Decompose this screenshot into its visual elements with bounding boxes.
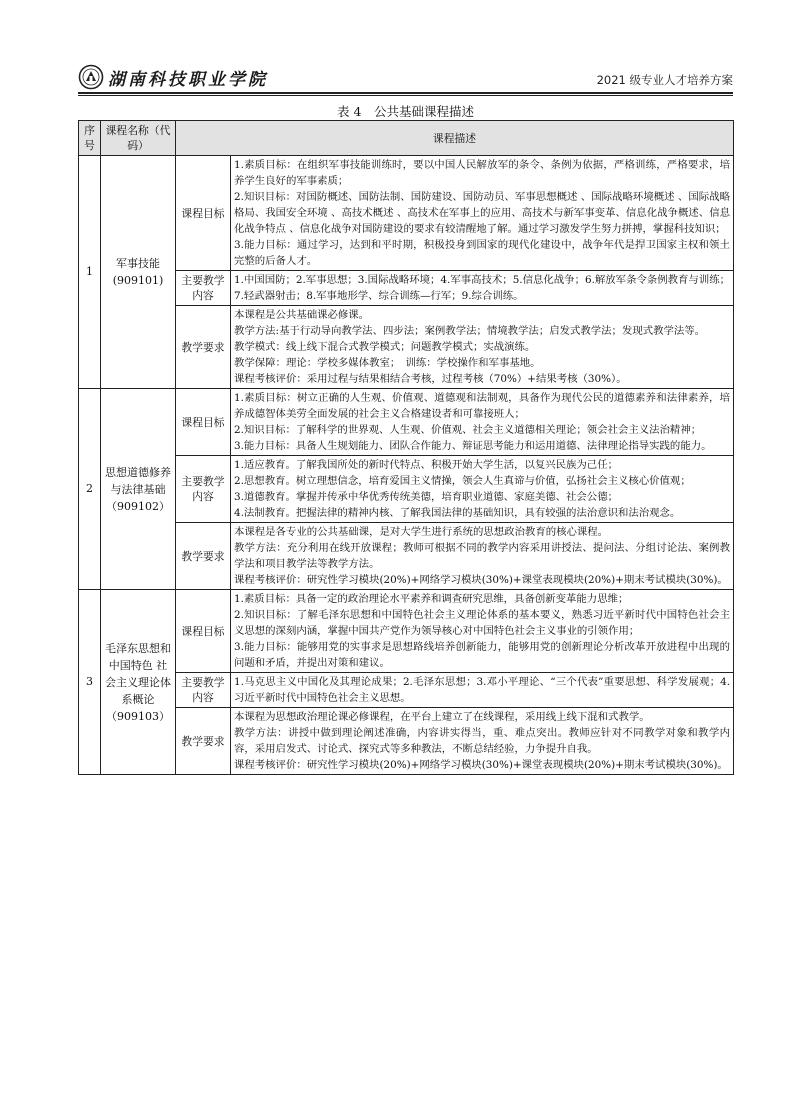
desc-line: 课程考核评价：研究性学习模块(20%)+网络学习模块(30%)+课堂表现模块(20%)+期末考试模块(30%)。 [234, 574, 728, 586]
course-name-cell [101, 156, 176, 389]
section-content [231, 673, 734, 708]
section-label: 教学要求 [176, 708, 231, 775]
section-content [231, 708, 734, 775]
desc-line: 1.中国国防；2.军事思想；3.国际战略环境；4.军事高技术；5.信息化战争；6.解放军条令条例教育与训练；7.轻武器射击；8.军事地形学、综合训练—行军；9.综合训练。 [234, 274, 730, 302]
header-no: 序号 [79, 121, 101, 156]
desc-line: 1.素质目标：树立正确的人生观、价值观、道德观和法制观，具备作为现代公民的道德素养和法律素养，培养成德智体美劳全面发展的社会主义合格建设者和可靠接班人； [234, 392, 730, 420]
course-name: 毛泽东思想和中国特色 社会主义理论体系概论 [105, 641, 171, 706]
desc-line: 3.能力目标：具备人生规划能力、团队合作能力、辩证思考能力和运用道德、法律理论指导实践的能力。 [234, 440, 712, 452]
table-row [79, 673, 734, 708]
school-name: 湖南科技职业学院 [108, 69, 268, 90]
desc-line: 2.知识目标：了解科学的世界观、人生观、价值观、社会主义道德相关理论；领会社会主义法治精神； [234, 424, 702, 436]
desc-line: 3.能力目标：通过学习，达到和平时期，积极投身到国家的现代化建设中，战争年代是捍卫国家主权和领土完整的后备人才。 [234, 239, 730, 267]
desc-line: 2.知识目标：对国防概述、国防法制、国防建设、国防动员、军事思想概述 、国际战略环境概述 、国际战略格局、我国安全环境 、高技术概述 、高技术在军事上的应用、高技术与新军事变革、信息化战争概述、信息化战争特点 、信息化战争对国防建设的要求有较清醒地了解。通过学习激发学生努力拼搏，掌握科技知识； [234, 191, 730, 235]
desc-line: 3.能力目标：能够用党的实事求是思想路线培养创新能力，能够用党的创新理论分析改革开放进程中出现的问题和矛盾，并提出对策和建议。 [234, 641, 730, 669]
desc-line: 4.法制教育。把握法律的精神内核、了解我国法律的基础知识，具有较强的法治意识和法治观念。 [234, 507, 681, 519]
section-label: 主要教学内容 [176, 673, 231, 708]
course-code: (909101) [112, 274, 164, 287]
header-description: 课程描述 [176, 121, 734, 156]
table-row [79, 271, 734, 306]
desc-line: 2.知识目标：了解毛泽东思想和中国特色社会主义理论体系的基本要义，熟悉习近平新时代中国特色社会主义思想的深刻内涵，掌握中国共产党作为领导核心对中国特色社会主义事业的引领作用； [234, 609, 730, 637]
section-label: 课程目标 [176, 389, 231, 456]
desc-line: 教学模式：线上线下混合式教学模式；问题教学模式；实战演练。 [234, 341, 536, 353]
table-row [79, 590, 734, 673]
table-row [79, 456, 734, 523]
table-row [79, 523, 734, 590]
course-name: 思想道德修养与法律基础 [105, 465, 171, 496]
table-row [79, 306, 734, 389]
course-name: 军事技能 [116, 257, 160, 270]
desc-line: 本课程为思想政治理论课必修课程，在平台上建立了在线课程，采用线上线下混和式教学。 [234, 711, 650, 723]
desc-line: 教学方法:基于行动导向教学法、四步法；案例教学法；情境教学法；启发式教学法；发现式教学法等。 [234, 325, 706, 337]
section-content [231, 271, 734, 306]
desc-line: 2.思想教育。树立理想信念，培育爱国主义情操，领会人生真谛与价值，弘扬社会主义核心价值观； [234, 475, 691, 487]
section-label: 教学要求 [176, 523, 231, 590]
table-title: 表 4 公共基础课程描述 [337, 104, 474, 119]
table-header-row [79, 121, 734, 156]
section-label: 主要教学内容 [176, 271, 231, 306]
desc-line: 3.道德教育。掌握并传承中华优秀传统美德，培育职业道德、家庭美德、社会公德； [234, 491, 618, 503]
course-name-cell [101, 389, 176, 590]
school-logo [78, 64, 268, 90]
header-rule-thin [78, 95, 733, 96]
table-row [79, 156, 734, 271]
course-code: （909103） [106, 709, 170, 723]
section-label: 课程目标 [176, 156, 231, 271]
plan-title: 2021 级专业人才培养方案 [596, 73, 733, 87]
desc-line: 课程考核评价：采用过程与结果相结合考核，过程考核（70%）+结果考核（30%）。 [234, 373, 627, 385]
desc-line: 本课程是各专业的公共基础课，是对大学生进行系统的思想政治教育的核心课程。 [234, 526, 609, 538]
desc-line: 课程考核评价：研究性学习模块(20%)+网络学习模块(30%)+课堂表现模块(20%)+期末考试模块(30%)。 [234, 759, 728, 771]
section-label: 课程目标 [176, 590, 231, 673]
section-label: 主要教学内容 [176, 456, 231, 523]
desc-line: 1.适应教育。了解我国所处的新时代特点、积极开始大学生活，以复兴民族为己任； [234, 459, 618, 471]
section-content [231, 523, 734, 590]
section-content [231, 306, 734, 389]
section-content [231, 156, 734, 271]
desc-line: 1.素质目标：具备一定的政治理论水平素养和调查研究思维，具备创新变革能力思维； [234, 593, 629, 605]
section-content [231, 389, 734, 456]
course-no: 1 [79, 156, 101, 389]
school-seal-icon [78, 64, 104, 90]
table-row [79, 389, 734, 456]
course-no: 3 [79, 590, 101, 775]
header-course-name: 课程名称（代码） [101, 121, 176, 156]
course-description-table [78, 120, 734, 775]
header-rule [78, 92, 733, 94]
desc-line: 1.素质目标：在组织军事技能训练时，要以中国人民解放军的条令、条例为依据，严格训练，严格要求，培养学生良好的军事素质； [234, 159, 730, 187]
page-header [78, 62, 733, 94]
section-content [231, 590, 734, 673]
section-label: 教学要求 [176, 306, 231, 389]
desc-line: 教学方法：充分利用在线开放课程；教师可根据不同的教学内容采用讲授法、提问法、分组讨论法、案例教学法和项目教学法等教学方法。 [234, 542, 730, 570]
desc-line: 本课程是公共基础课必修课。 [234, 309, 370, 321]
desc-line: 教学保障：理论：学校多媒体教室； 训练：学校操作和军事基地。 [234, 357, 541, 369]
course-code: （909102） [106, 499, 170, 513]
table-row [79, 708, 734, 775]
desc-line: 1.马克思主义中国化及其理论成果；2.毛泽东思想；3.邓小平理论、“三个代表”重要思想、科学发展观；4.习近平新时代中国特色社会主义思想。 [234, 676, 730, 704]
course-no: 2 [79, 389, 101, 590]
course-name-cell [101, 590, 176, 775]
desc-line: 教学方法：讲授中做到理论阐述准确，内容讲实得当，重、难点突出。教师应针对不同教学对象和教学内容，采用启发式、讨论式、探究式等多种教法，不断总结经验，力争提升自我。 [234, 727, 730, 755]
section-content [231, 456, 734, 523]
